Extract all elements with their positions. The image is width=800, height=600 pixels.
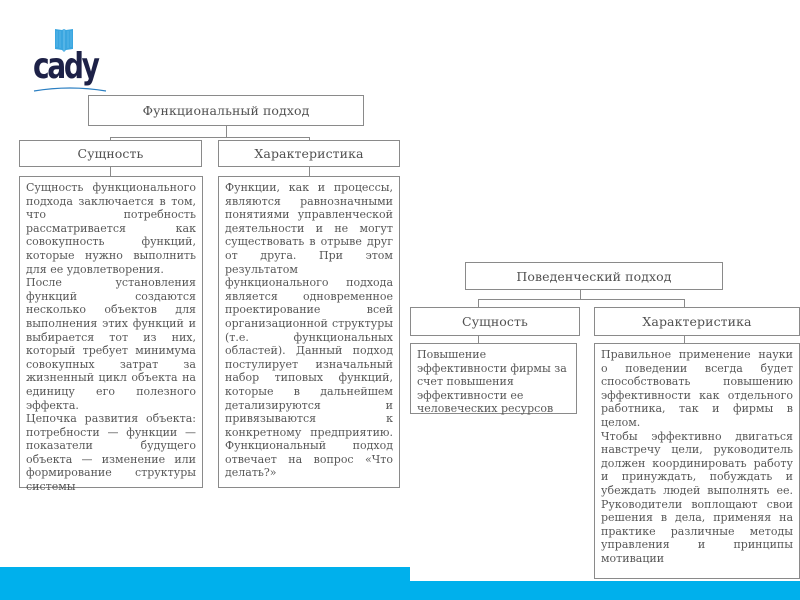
- connector: [684, 299, 685, 307]
- behavioral-characteristic-header: Характеристика: [642, 314, 752, 329]
- functional-essence-paragraph: Цепочка развития объекта: потребности — функции — показатели будущего объекта — изменение или формирование структуры системы: [26, 412, 196, 494]
- functional-characteristic-paragraph: Функции, как и процессы, являются равнозначными понятиями управленческой деятельности и не могут существовать в отрыве друг от друга. При этом результатом функционального подхода является одновременное проектирование всей организационной структуры (т.е. функциональных областей). Данный подход постулирует изначальный набор типовых функций, которые в дальнейшем детализируются и привязываются к конкретному предприятию. Функциональный подход отвечает на вопрос «Что делать?»: [225, 181, 393, 480]
- functional-title: Функциональный подход: [142, 103, 310, 118]
- logo-text: cady: [33, 46, 98, 87]
- footer-accent-band-right: [410, 581, 800, 600]
- behavioral-essence-header-box: [410, 307, 580, 336]
- connector: [580, 290, 581, 299]
- behavioral-title: Поведенческий подход: [516, 268, 672, 284]
- behavioral-characteristic-paragraph: Правильное применение науки о поведении всегда будет способствовать повышению эффективности как отдельного работника, так и фирмы в целом.: [601, 348, 793, 429]
- behavioral-essence-header: Сущность: [462, 314, 528, 329]
- connector: [226, 126, 227, 137]
- behavioral-characteristic-content: [594, 343, 800, 579]
- behavioral-characteristic-paragraph: Чтобы эффективно двигаться навстречу цели, руководитель должен координировать работу и принуждать, побуждать и убеждать людей выполнять ее. Руководители воплощают свои решения в дела, применяя на практике различные методы управления и принципы мотивации: [601, 429, 793, 565]
- functional-essence-paragraph: После установления функций создаются несколько объектов для выполнения этих функций и выбирается тот из них, который требует минимума совокупных затрат за жизненный цикл объекта на единицу его полезного эффекта.: [26, 276, 196, 412]
- functional-characteristic-content: [218, 176, 400, 488]
- connector: [110, 137, 310, 138]
- behavioral-essence-paragraph: Повышение эффективности фирмы за счет повышения эффективности ее человеческих ресурсов: [417, 348, 567, 416]
- functional-characteristic-header: Характеристика: [254, 146, 364, 161]
- footer-accent-band-left: [0, 567, 410, 600]
- functional-essence-paragraph: Сущность функционального подхода заключается в том, что потребность рассматривается как совокупность функций, которые нужно выполнить для ее удовлетворения.: [26, 181, 196, 276]
- functional-characteristic-header-box: [218, 140, 400, 167]
- behavioral-title-box: [465, 262, 723, 290]
- behavioral-characteristic-header-box: [594, 307, 800, 336]
- logo-swoosh: [30, 86, 110, 92]
- connector: [309, 167, 310, 176]
- connector: [478, 299, 479, 307]
- logo: [30, 28, 110, 92]
- functional-essence-header-box: [19, 140, 202, 167]
- functional-essence-header: Сущность: [77, 146, 144, 161]
- functional-title-box: [88, 95, 364, 126]
- behavioral-essence-content: [410, 343, 577, 414]
- functional-essence-content: [19, 176, 203, 494]
- connector: [110, 167, 111, 176]
- connector: [478, 299, 685, 300]
